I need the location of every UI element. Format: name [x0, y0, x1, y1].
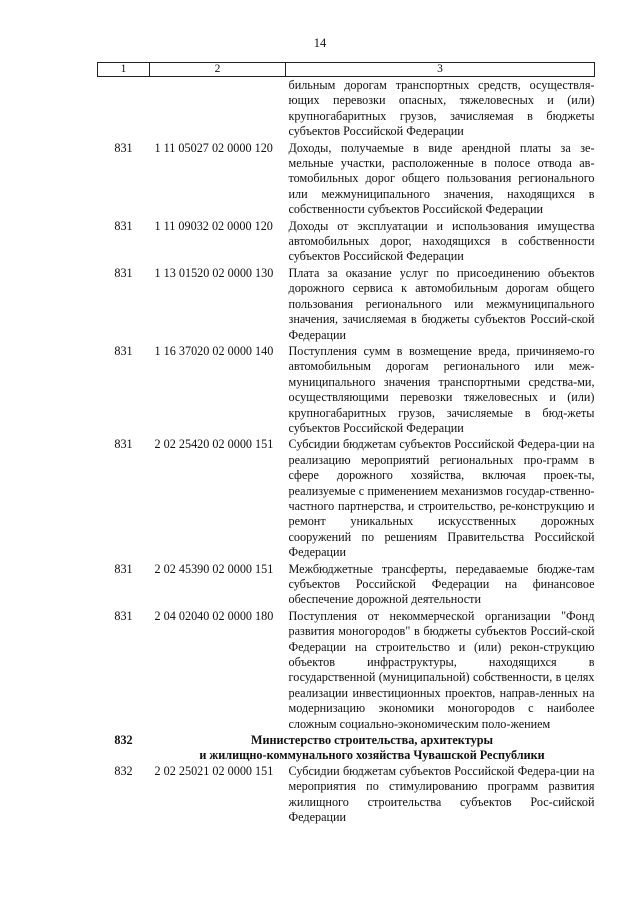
- admin-code-cell: 831: [114, 608, 133, 623]
- description-cell: Доходы, получаемые в виде арендной платы за зе-мельные участки, расположенные в полосе отвода ав-томобильных дорог общего пользования регионального или межмуниципального значения, находящихся в собственности субъектов Российской Федерации: [288, 140, 595, 217]
- page-number: 14: [313, 36, 327, 50]
- table-row: [98, 218, 595, 265]
- section-header-row: [98, 732, 595, 763]
- description-cell: Межбюджетные трансферты, передаваемые бюдже-там субъектов Российской Федерации на финансовое обеспечение дорожной деятельности: [288, 561, 595, 607]
- revenue-code-cell: 1 11 05027 02 0000 120: [154, 140, 273, 155]
- admin-code-cell: 831: [114, 140, 133, 155]
- table-row: [98, 763, 595, 826]
- description-cell: Плата за оказание услуг по присоединению объектов дорожного сервиса к автомобильным дорогам общего пользования регионального или межмуниципального значения, зачисляемая в бюджеты субъектов Россий-ской Федерации: [288, 265, 595, 342]
- table-row: [98, 561, 595, 608]
- revenue-codes-table: [97, 62, 595, 826]
- admin-code-cell: 832: [114, 764, 133, 779]
- revenue-code-cell: 2 02 25420 02 0000 151: [154, 437, 274, 452]
- admin-code-cell: 831: [114, 561, 133, 576]
- table-row: [98, 343, 595, 436]
- table-row: [98, 436, 595, 560]
- revenue-code-cell: 1 11 09032 02 0000 120: [154, 218, 273, 233]
- section-title: [150, 732, 595, 763]
- section-title-line-1: Министерство строительства, архитектуры: [250, 733, 494, 748]
- admin-code-cell: 831: [114, 437, 133, 452]
- revenue-code-cell: [150, 77, 286, 140]
- description-cell: Субсидии бюджетам субъектов Российской Федера-ции на реализацию мероприятий региональных про-грамм в сфере дорожного хозяйства, включая проек-ты, реализуемые с применением механизмов государ-ственно-частного партнерства, и строительство, ре-конструкцию и ремонт уникальных искусственных дорожных сооружений по решениям Правительства Российской Федерации: [288, 437, 595, 560]
- table-row: [98, 608, 595, 732]
- revenue-code-cell: 2 04 02040 02 0000 180: [154, 608, 274, 623]
- section-title-line-2: и жилищно-коммунального хозяйства Чувашской Республики: [199, 748, 545, 763]
- header-col-2: 2: [150, 63, 286, 77]
- admin-code-cell: 831: [114, 343, 133, 358]
- revenue-code-cell: 1 16 37020 02 0000 140: [154, 343, 274, 358]
- description-cell: Субсидии бюджетам субъектов Российской Федера-ции на мероприятия по стимулированию программ развития жилищного строительства субъектов Рос-сийской Федерации: [288, 764, 595, 825]
- revenue-code-cell: 1 13 01520 02 0000 130: [154, 265, 274, 280]
- header-col-3: 3: [286, 63, 595, 77]
- table-header-row: [98, 63, 595, 77]
- revenue-code-cell: 2 02 25021 02 0000 151: [154, 764, 274, 779]
- admin-code-cell: 831: [114, 265, 133, 280]
- section-admin-code: 832: [114, 733, 133, 748]
- admin-code-cell: [98, 77, 150, 140]
- description-cell: Поступления от некоммерческой организации "Фонд развития моногородов" в бюджеты субъектов Россий-ской Федерации на строительство и (или) рекон-струкцию объектов инфраструктуры, находящихся в государственной (муниципальной) собственности, в целях реализации инвестиционных проектов, направ-ленных на модернизацию экономики моногородов с наиболее сложным социально-экономическим поло-жением: [288, 608, 595, 731]
- revenue-code-cell: 2 02 45390 02 0000 151: [154, 561, 274, 576]
- table-row: [98, 77, 595, 140]
- table-row: [98, 265, 595, 343]
- description-cell: Доходы от эксплуатации и использования имущества автомобильных дорог, находящихся в собственности субъектов Российской Федерации: [288, 218, 595, 264]
- admin-code-cell: 831: [114, 218, 133, 233]
- description-cell: Поступления сумм в возмещение вреда, причиняемо-го автомобильным дорогам регионального или меж-муниципального значения транспортными средства-ми, осуществляющими перевозки тяжеловесных и (или) крупногабаритных грузов, зачисляемые в бюд-жеты субъектов Российской Федерации: [288, 343, 595, 435]
- continuation-text: бильным дорогам транспортных средств, осуществля-ющих перевозки опасных, тяжеловесных и (или) крупногабаритных грузов, зачисляемая в бюджеты субъектов Российской Федерации: [288, 78, 595, 139]
- header-col-1: 1: [98, 63, 150, 77]
- table-row: [98, 140, 595, 218]
